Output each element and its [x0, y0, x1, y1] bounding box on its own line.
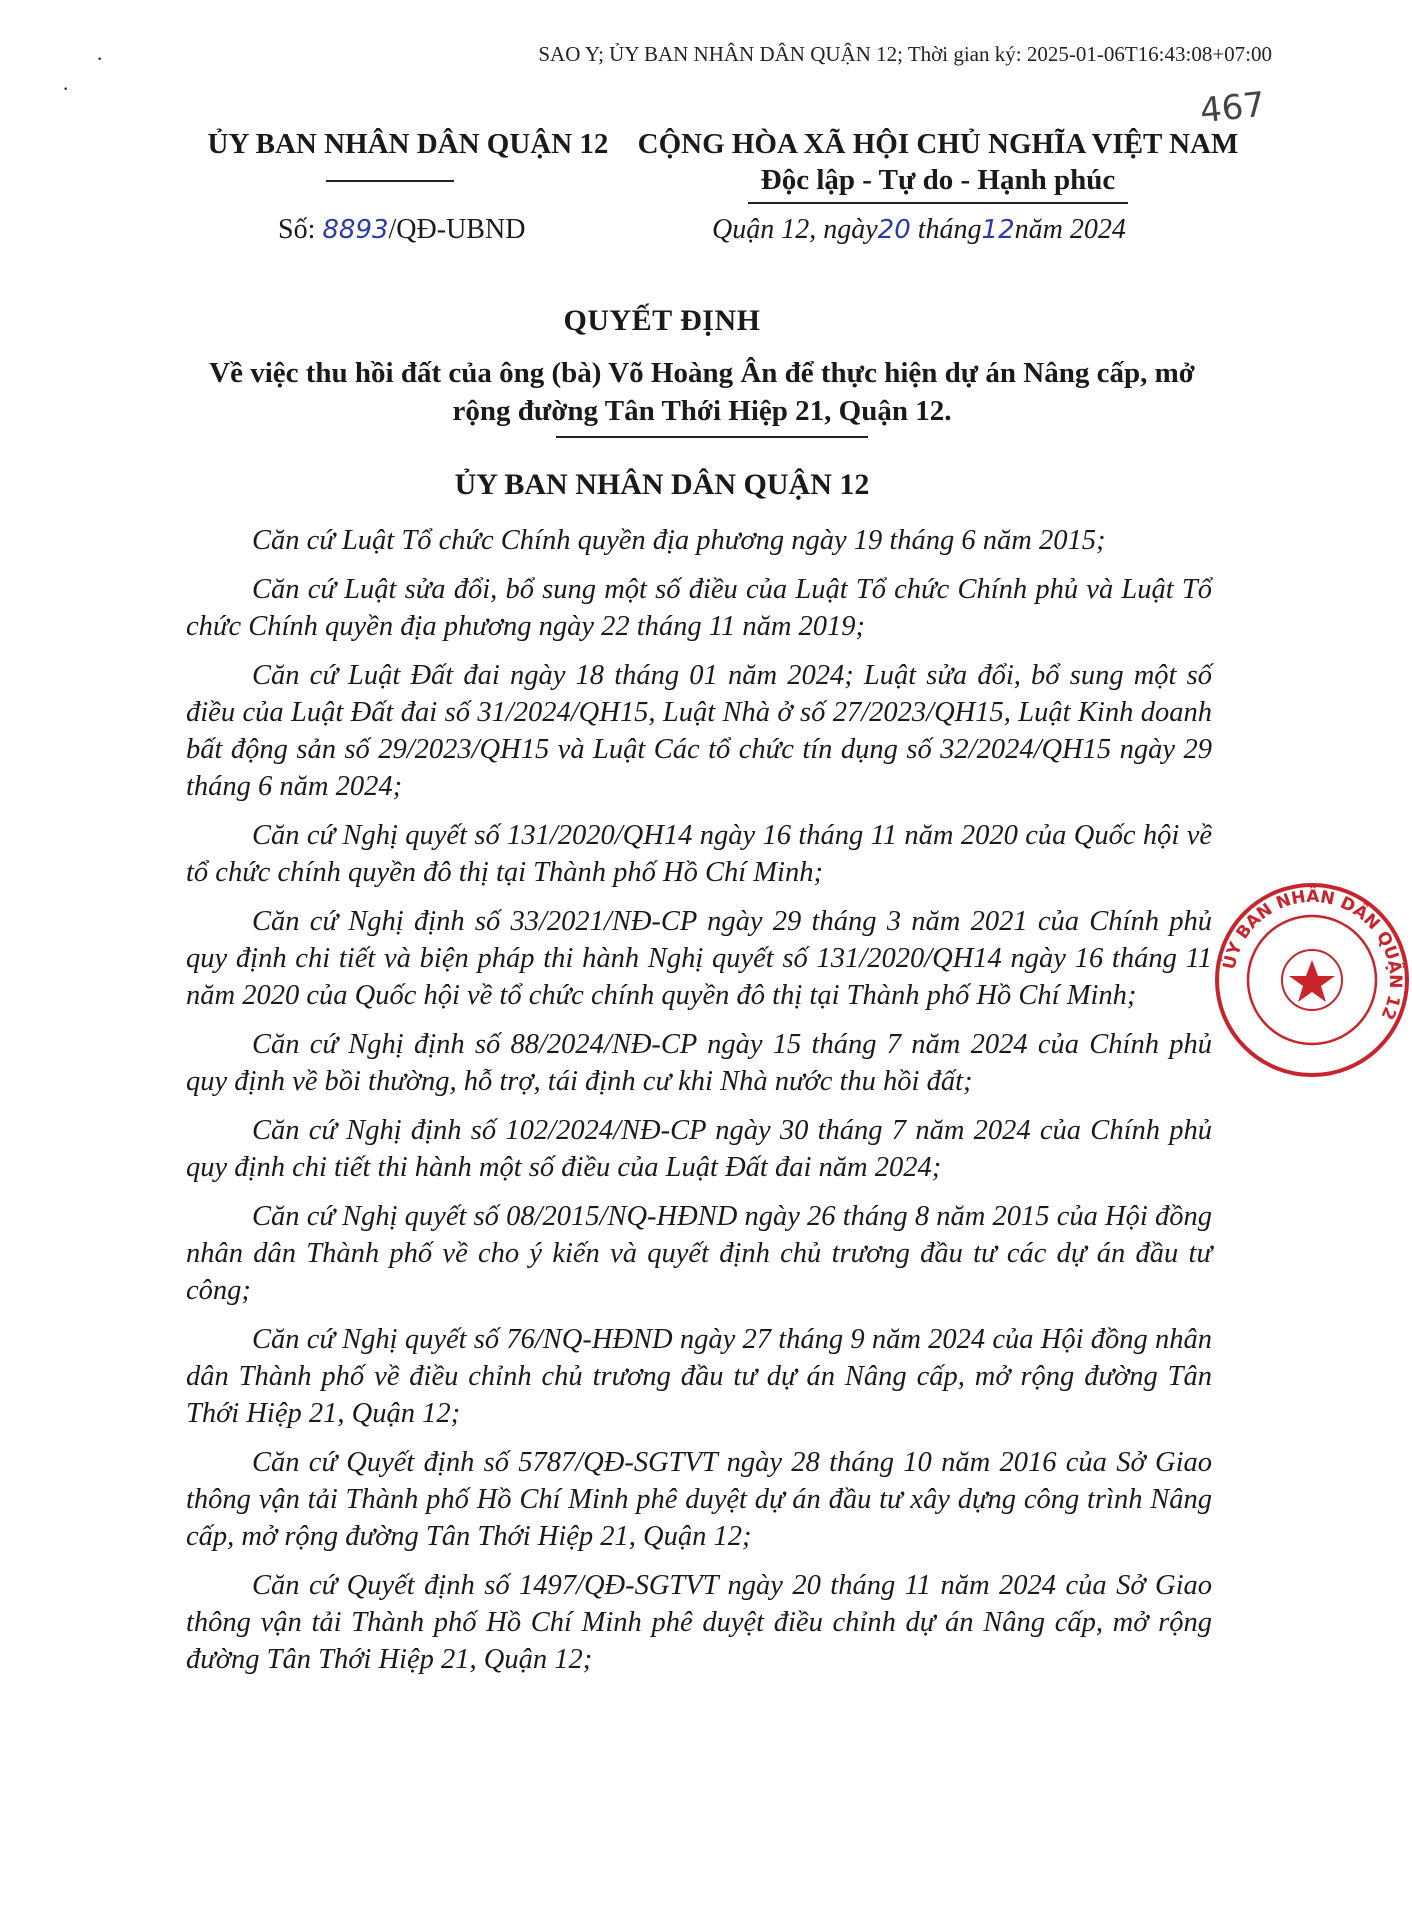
issuer-underline	[326, 180, 454, 182]
legal-basis-paragraph: Căn cứ Nghị quyết số 131/2020/QH14 ngày 16 tháng 11 năm 2020 của Quốc hội về tổ chức chính quyền đô thị tại Thành phố Hồ Chí Minh;	[186, 820, 1212, 888]
issuer-name: ỦY BAN NHÂN DÂN QUẬN 12	[207, 128, 609, 160]
official-seal-stamp	[1212, 880, 1412, 1080]
svg-text:ỦY BAN NHÂN DÂN QUẬN 12	[1216, 885, 1407, 1023]
legal-basis-paragraph: Căn cứ Quyết định số 5787/QĐ-SGTVT ngày 28 tháng 10 năm 2016 của Sở Giao thông vận tải Thành phố Hồ Chí Minh phê duyệt dự án đầu tư xây dựng công trình Nâng cấp, mở rộng đường Tân Thới Hiệp 21, Quận 12;	[186, 1447, 1212, 1552]
document-number-suffix: /QĐ-UBND	[388, 214, 526, 245]
digital-signature-line: SAO Y; ỦY BAN NHÂN DÂN QUẬN 12; Thời gian ký: 2025-01-06T16:43:08+07:00	[538, 42, 1272, 66]
scan-speck: ·	[62, 76, 70, 101]
document-title: QUYẾT ĐỊNH	[563, 304, 761, 337]
seal-text: ỦY BAN NHÂN DÂN QUẬN 12	[1219, 886, 1406, 1023]
date-month-handwritten: 12	[981, 215, 1015, 245]
legal-basis-paragraph: Căn cứ Luật Đất đai ngày 18 tháng 01 năm 2024; Luật sửa đổi, bổ sung một số điều của Luật Đất đai số 31/2024/QH15, Luật Nhà ở số 27/2023/QH15, Luật Kinh doanh bất động sản số 29/2023/QH15 và Luật Các tổ chức tín dụng số 32/2024/QH15 ngày 29 tháng 6 năm 2024;	[186, 660, 1212, 802]
document-number	[278, 214, 525, 246]
document-number-handwritten: 8893	[322, 215, 389, 245]
document-subtitle: Về việc thu hồi đất của ông (bà) Võ Hoàng Ân để thực hiện dự án Nâng cấp, mở rộng đường Tân Thới Hiệp 21, Quận 12.	[209, 357, 1195, 427]
legal-basis-paragraph: Căn cứ Nghị định số 33/2021/NĐ-CP ngày 29 tháng 3 năm 2021 của Chính phủ quy định chi tiết và biện pháp thi hành Nghị quyết số 131/2020/QH14 ngày 16 tháng 11 năm 2020 của Quốc hội về tổ chức chính quyền đô thị tại Thành phố Hồ Chí Minh;	[186, 906, 1212, 1011]
nation-motto: Độc lập - Tự do - Hạnh phúc	[760, 164, 1116, 196]
motto-underline	[748, 202, 1128, 204]
handwritten-archive-number: 467	[1198, 84, 1267, 132]
scan-speck: ·	[96, 46, 104, 71]
legal-basis-paragraph: Căn cứ Nghị quyết số 08/2015/NQ-HĐND ngày 26 tháng 8 năm 2015 của Hội đồng nhân dân Thành phố về cho ý kiến và quyết định chủ trương đầu tư các dự án đầu tư công;	[186, 1201, 1212, 1306]
issuing-authority: ỦY BAN NHÂN DÂN QUẬN 12	[454, 468, 870, 501]
legal-basis-paragraph: Căn cứ Luật Tổ chức Chính quyền địa phương ngày 19 tháng 6 năm 2015;	[252, 525, 1106, 556]
document-date	[712, 214, 1126, 246]
legal-basis-paragraph: Căn cứ Nghị quyết số 76/NQ-HĐND ngày 27 tháng 9 năm 2024 của Hội đồng nhân dân Thành phố về điều chỉnh chủ trương đầu tư dự án Nâng cấp, mở rộng đường Tân Thới Hiệp 21, Quận 12;	[186, 1324, 1212, 1429]
date-part-3: năm 2024	[1014, 214, 1126, 245]
date-part-2: tháng	[910, 214, 982, 245]
nation-title: CỘNG HÒA XÃ HỘI CHỦ NGHĨA VIỆT NAM	[637, 128, 1239, 160]
legal-basis-paragraph: Căn cứ Luật sửa đổi, bổ sung một số điều của Luật Tổ chức Chính phủ và Luật Tổ chức Chính quyền địa phương ngày 22 tháng 11 năm 2019;	[186, 574, 1212, 642]
legal-basis-paragraph: Căn cứ Nghị định số 88/2024/NĐ-CP ngày 15 tháng 7 năm 2024 của Chính phủ quy định về bồi thường, hỗ trợ, tái định cư khi Nhà nước thu hồi đất;	[186, 1029, 1212, 1097]
legal-basis-section	[186, 522, 1212, 1690]
date-day-handwritten: 20	[877, 215, 911, 245]
legal-basis-paragraph: Căn cứ Nghị định số 102/2024/NĐ-CP ngày 30 tháng 7 năm 2024 của Chính phủ quy định chi tiết thi hành một số điều của Luật Đất đai năm 2024;	[186, 1115, 1212, 1183]
document-number-prefix: Số:	[278, 214, 323, 245]
date-part-1: Quận 12, ngày	[712, 214, 878, 245]
subtitle-underline	[556, 436, 868, 438]
legal-basis-paragraph: Căn cứ Quyết định số 1497/QĐ-SGTVT ngày 20 tháng 11 năm 2024 của Sở Giao thông vận tải Thành phố Hồ Chí Minh phê duyệt điều chỉnh dự án Nâng cấp, mở rộng đường Tân Thới Hiệp 21, Quận 12;	[186, 1570, 1212, 1675]
